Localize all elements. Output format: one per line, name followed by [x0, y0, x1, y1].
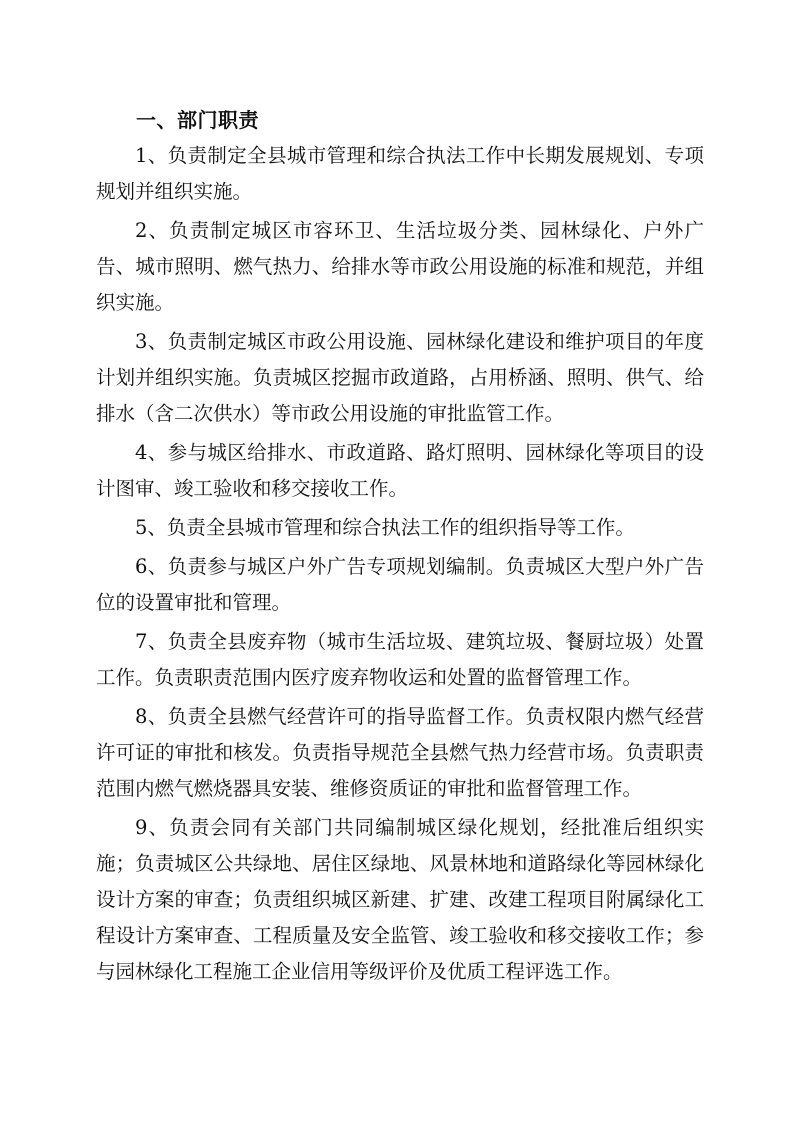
duty-item-2: 2、负责制定城区市容环卫、生活垃圾分类、园林绿化、户外广告、城市照明、燃气热力、给排水等市政公用设施的标准和规范，并组织实施。 [96, 219, 704, 314]
duty-item-3: 3、负责制定城区市政公用设施、园林绿化建设和维护项目的年度计划并组织实施。负责城区挖掘市政道路，占用桥涵、照明、供气、给排水（含二次供水）等市政公用设施的审批监管工作。 [96, 330, 704, 425]
duty-item-5: 5、负责全县城市管理和综合执法工作的组织指导等工作。 [135, 516, 635, 539]
section-heading: 一、部门职责 [136, 108, 259, 132]
duty-item-9: 9、负责会同有关部门共同编制城区绿化规划，经批准后组织实施；负责城区公共绿地、居住区绿地、风景林地和道路绿化等园林绿化设计方案的审查；负责组织城区新建、扩建、改建工程项目附属绿化工程设计方案审查、工程质量及安全监管、竣工验收和移交接收工作；参与园林绿化工程施工企业信用等级评价及优质工程评选工作。 [96, 816, 704, 983]
document-body [96, 102, 704, 993]
duty-item-8: 8、负责全县燃气经营许可的指导监督工作。负责权限内燃气经营许可证的审批和核发。负责指导规范全县燃气热力经营市场。负责职责范围内燃气燃烧器具安装、维修资质证的审批和监督管理工作。 [96, 705, 704, 800]
duty-item-1: 1、负责制定全县城市管理和综合执法工作中长期发展规划、专项规划并组织实施。 [96, 144, 704, 203]
duty-item-4: 4、参与城区给排水、市政道路、路灯照明、园林绿化等项目的设计图审、竣工验收和移交接收工作。 [96, 441, 704, 500]
duty-item-7: 7、负责全县废弃物（城市生活垃圾、建筑垃圾、餐厨垃圾）处置工作。负责职责范围内医疗废弃物收运和处置的监督管理工作。 [96, 630, 704, 689]
duty-item-6: 6、负责参与城区户外广告专项规划编制。负责城区大型户外广告位的设置审批和管理。 [96, 555, 704, 614]
